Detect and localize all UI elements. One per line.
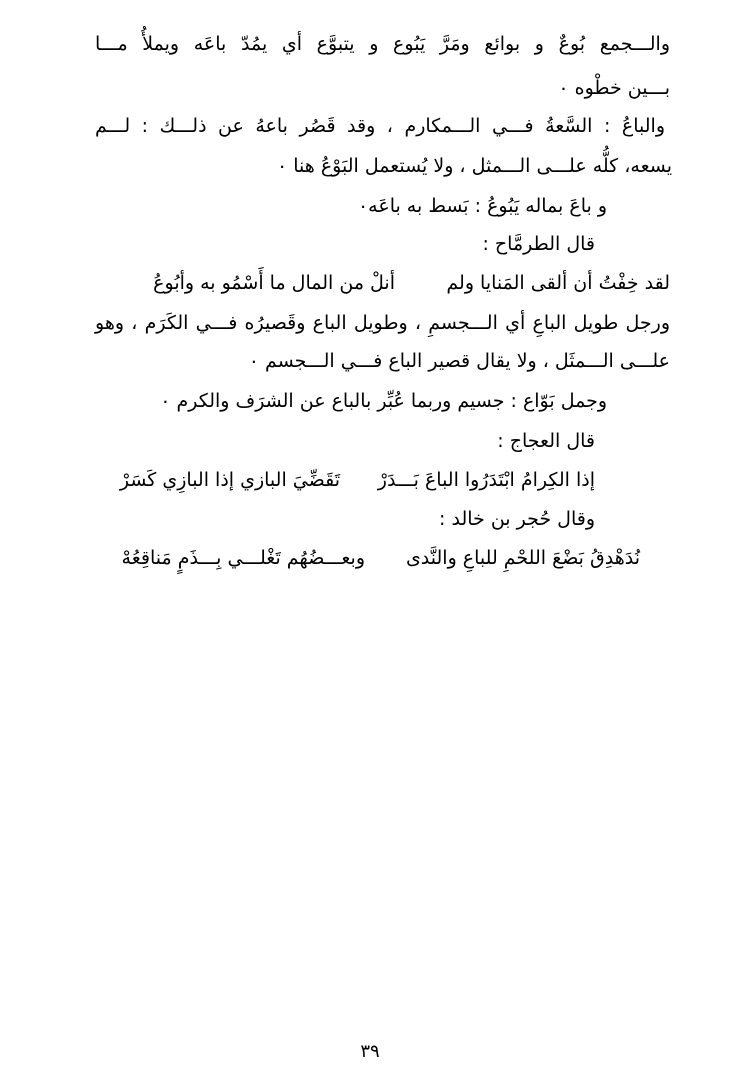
text-line-3: والباعُ : السَّعةُ فـــي الـــمكارم ، وقد قَصُر باعهُ عن ذلـــك : لـــم [95, 115, 665, 137]
text-line-2: بـــين خطْوه ٠ [558, 77, 670, 99]
text-line-1: والـــجمع بُوعٌ و بوائع ومَرَّ يَبُوع و يتبوَّع أي يمُدّ باعَه ويملأُ مـــا [95, 33, 670, 55]
verse-1-second-hemistich: أنلْ من المال ما أَسْمُو به وأبُوعُ [153, 272, 395, 294]
text-line-9: وجمل بَوّاع : جسيم وربما عُبِّر بالباع عن الشرَف والكرم ٠ [160, 390, 607, 412]
text-line-11: وقال حُجر بن خالد : [439, 508, 595, 530]
verse-2-second-hemistich: تَقَضِّيَ البازي إذا البازِي كَسَرْ [119, 469, 340, 491]
text-line-4: يسعه، كلُّه علـــى الـــمثل ، ولا يُستعمل البَوْعُ هنا ٠ [276, 155, 672, 177]
text-line-5: و باعَ بماله يَبُوعُ : بَسط به باعَه٠ [357, 195, 607, 217]
verse-2-first-hemistich: إذا الكِرامُ ابْتَدَرُوا الباعَ بَـــدَرْ [377, 469, 595, 491]
text-line-7: ورجل طويل الباعِ أي الـــجسمِ ، وطويل الباع وقَصيرُه فـــي الكَرَم ، وهو [95, 312, 670, 334]
text-line-10: قال العجاج : [497, 430, 595, 452]
verse-3-first-hemistich: نُدَهْدِقُ بَضْعَ اللحْمِ للباعِ والنَّدى [405, 547, 640, 569]
text-line-6: قال الطرمَّاح : [482, 233, 595, 255]
text-line-8: علـــى الـــمثَل ، ولا يقال قصير الباع فـــي الـــجسم ٠ [248, 350, 670, 372]
verse-3-second-hemistich: وبعـــضُهُم تَغْلـــي بِـــذَمٍ مَناقِعُهْ [121, 547, 365, 569]
page-number: ٣٩ [360, 1041, 380, 1062]
verse-1-first-hemistich: لقد خِفْتُ أن ألقى المَنايا ولم [446, 272, 670, 294]
